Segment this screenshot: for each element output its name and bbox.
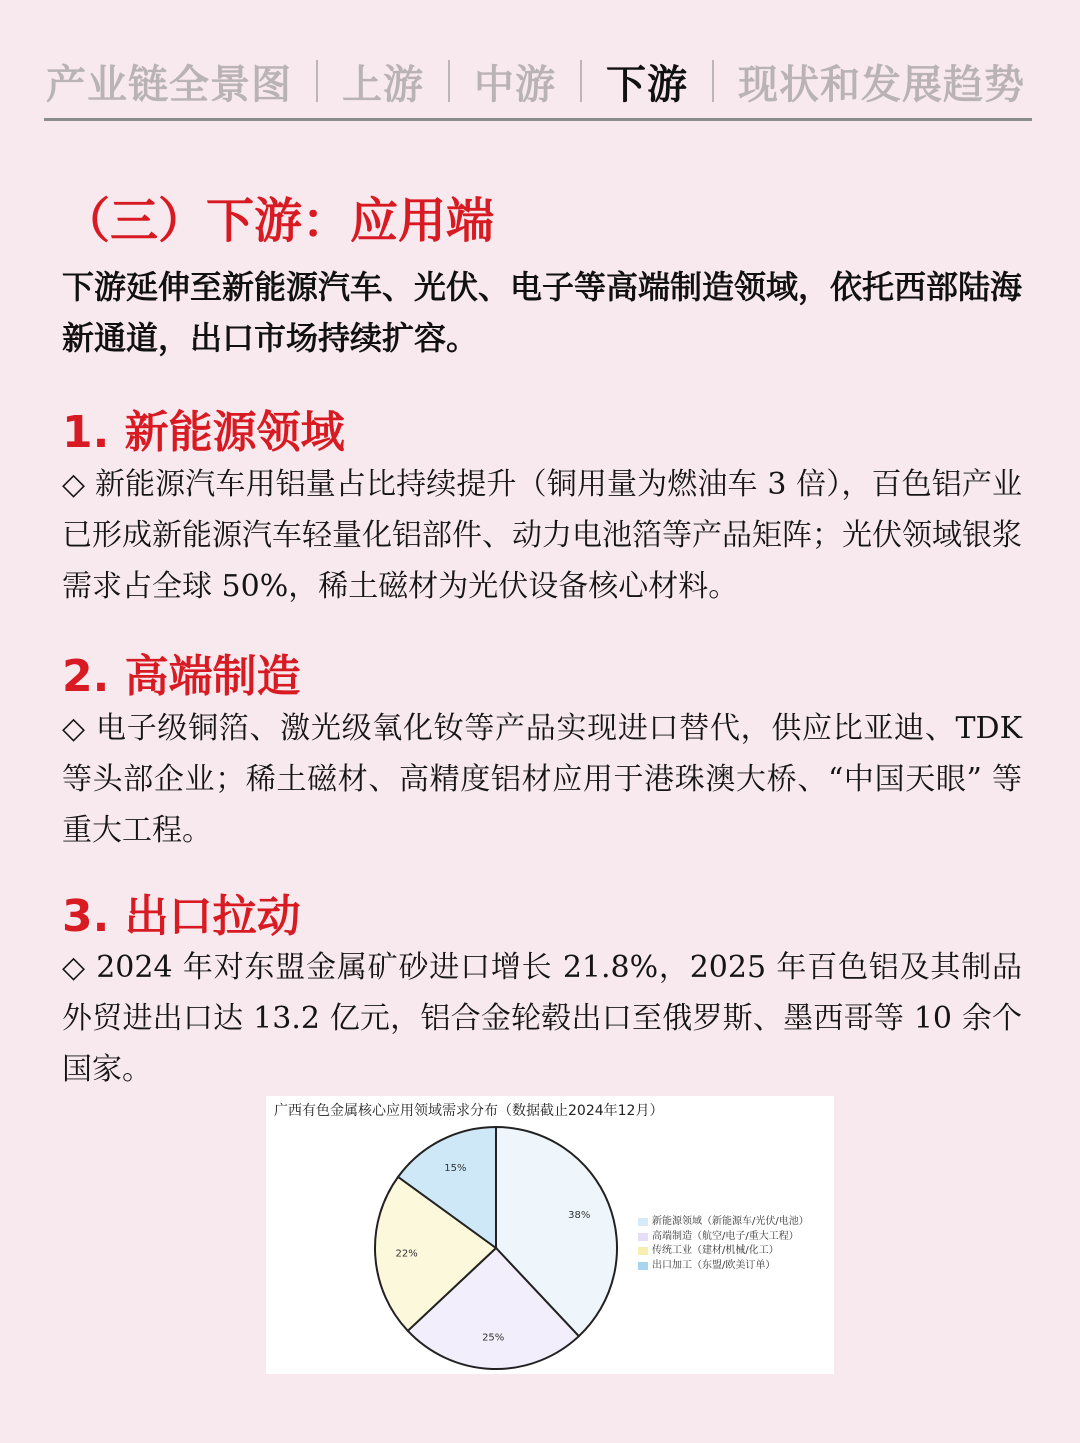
legend-swatch [638,1218,648,1226]
nav-tab-midstream[interactable]: 中游 [474,61,556,108]
page-title: （三）下游：应用端 [62,193,495,249]
legend-label: 传统工业（建材/机械/化工） [652,1245,779,1256]
legend-label: 出口加工（东盟/欧美订单） [652,1259,776,1271]
legend-swatch [638,1247,648,1255]
legend-swatch [638,1262,648,1270]
section-heading-export: 3. 出口拉动 [62,891,301,942]
nav-tab-upstream[interactable]: 上游 [342,61,424,108]
nav-separator [580,60,582,102]
nav-separator [712,60,714,102]
pie-slice-label-2: 22% [395,1248,418,1260]
nav-separator [448,60,450,102]
intro-paragraph: 下游延伸至新能源汽车、光伏、电子等高端制造领域，依托西部陆海新通道，出口市场持续扩容。 [62,268,1023,357]
legend-item-2 [638,1244,809,1259]
pie-slice-label-3: 15% [444,1163,467,1175]
section-body-new-energy: ◇ 新能源汽车用铝量占比持续提升（铜用量为燃油车 3 倍），百色铝产业已形成新能源汽车轻量化铝部件、动力电池箔等产品矩阵；光伏领域银浆需求占全球 50%，稀土磁材为光伏设备核心材料。 [62,467,1022,604]
nav-separator [316,60,318,102]
legend-item-0 [638,1215,809,1230]
nav-tab-status-trends[interactable]: 现状和发展趋势 [738,61,1025,108]
nav-tab-downstream[interactable]: 下游 [606,61,688,108]
legend-swatch [638,1233,648,1241]
legend-item-3 [638,1259,809,1274]
pie-chart [266,1096,834,1374]
section-heading-new-energy: 1. 新能源领域 [62,407,345,458]
nav-divider [44,118,1032,121]
nav-tab-panorama[interactable]: 产业链全景图 [46,61,292,108]
legend-label: 新能源领域（新能源车/光伏/电池） [652,1216,809,1227]
chart-legend [638,1215,809,1273]
section-heading-high-end: 2. 高端制造 [62,651,301,702]
legend-item-1 [638,1230,809,1245]
chart-title: 广西有色金属核心应用领域需求分布（数据截止2024年12月） [274,1103,664,1119]
pie-slice-label-1: 25% [482,1332,505,1344]
section-body-high-end: ◇ 电子级铜箔、激光级氧化钕等产品实现进口替代，供应比亚迪、TDK 等头部企业；稀土磁材、高精度铝材应用于港珠澳大桥、“中国天眼” 等重大工程。 [62,711,1022,848]
section-body-export: ◇ 2024 年对东盟金属矿砂进口增长 21.8%，2025 年百色铝及其制品外贸进出口达 13.2 亿元，铝合金轮毂出口至俄罗斯、墨西哥等 10 余个国家。 [62,950,1022,1087]
legend-label: 高端制造（航空/电子/重大工程） [652,1230,799,1242]
section-nav [46,52,1036,110]
pie-slice-label-0: 38% [568,1210,591,1222]
